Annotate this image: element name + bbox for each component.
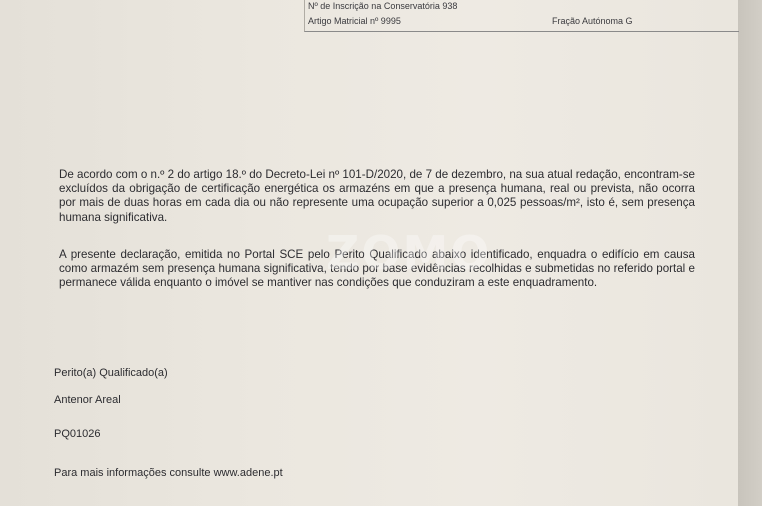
expert-role: Perito(a) Qualificado(a) [54, 367, 168, 379]
registration-number: Nº de Inscrição na Conservatória 938 [308, 1, 458, 11]
info-footer: Para mais informações consulte www.adene.pt [54, 467, 283, 479]
expert-code: PQ01026 [54, 428, 101, 440]
autonomous-fraction: Fração Autónoma G [552, 16, 633, 26]
page-edge-shadow [738, 0, 762, 506]
legal-paragraph: De acordo com o n.º 2 do artigo 18.º do Decreto-Lei nº 101-D/2020, de 7 de dezembro, na sua atual redação, encontram-se excluídos da obrigação de certificação energética os armazéns em que a presença humana, real ou prevista, não ocorra por mais de duas horas em cada dia ou não represente uma ocupação superior a 0,025 pessoas/m², isto é, sem presença humana significativa. [59, 168, 695, 224]
article-number: Artigo Matricial nº 9995 [308, 16, 401, 26]
watermark-logo: ZOMO [326, 226, 492, 280]
declaration-paragraph: A presente declaração, emitida no Portal SCE pelo Perito Qualificado abaixo identificado, enquadra o edifício em causa como armazém sem presença humana significativa, tendo por base evidências recolhidas e submetidas no referido portal e permanece válida enquanto o imóvel se mantiver nas condições que conduziram a este enquadramento. [59, 248, 695, 290]
expert-name: Antenor Areal [54, 394, 121, 406]
